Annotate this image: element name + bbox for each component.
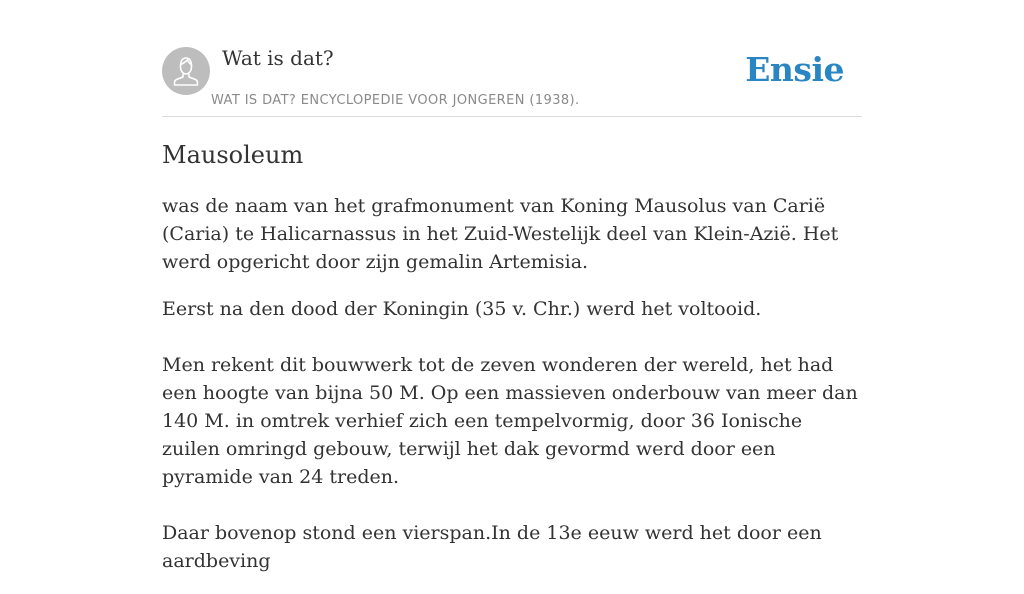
article-page — [162, 0, 862, 572]
author-description: WAT IS DAT? ENCYCLOPEDIE VOOR JONGEREN (1938). — [211, 93, 580, 108]
ensie-logo[interactable]: Ensie — [745, 50, 844, 89]
author-name[interactable]: Wat is dat? — [222, 46, 334, 70]
user-silhouette-icon — [162, 47, 210, 95]
entry-paragraph-2: Eerst na den dood der Koningin (35 v. Chr.) werd het voltooid. — [162, 298, 762, 320]
entry-paragraph-3: Men rekent dit bouwwerk tot de zeven wonderen der wereld, het had een hoogte van bijna 50 M. Op een massieven onderbouw van meer dan 140 M. in omtrek verhief zich een tempelvormig, door 36 Ionische zuilen omringd gebouw, terwijl het dak gevormd werd door een pyramide van 24 treden. — [162, 354, 858, 488]
entry-body — [162, 192, 862, 594]
author-avatar[interactable] — [162, 47, 210, 95]
entry-title: Mausoleum — [162, 141, 304, 169]
entry-paragraph-4: Daar bovenop stond een vierspan.In de 13e eeuw werd het door een aardbeving — [162, 522, 822, 572]
author-header — [162, 46, 862, 117]
entry-paragraph-1: was de naam van het grafmonument van Koning Mausolus van Carië (Caria) te Halicarnassus in het Zuid-Westelijk deel van Klein-Azië. Het werd opgericht door zijn gemalin Artemisia. — [162, 195, 839, 273]
